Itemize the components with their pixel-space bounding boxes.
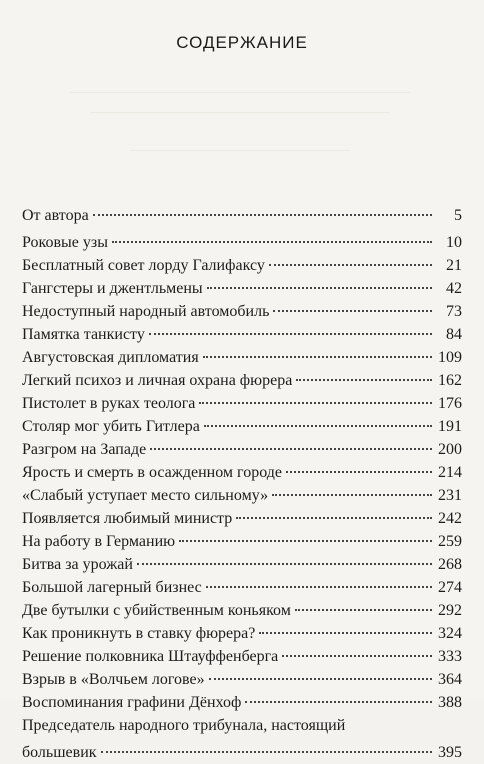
toc-entry-page: 191 [438,418,462,435]
toc-entry [22,507,462,530]
dot-leader [150,448,432,450]
show-through-text [90,112,390,113]
dot-leader [203,356,432,358]
toc-entry [22,254,462,277]
toc-entry-title: Большой лагерный бизнес [22,579,202,596]
toc-entry-title: Памятка танкисту [22,326,145,343]
toc-entry [22,691,462,714]
toc-entry-title: Как проникнуть в ставку фюрера? [22,625,256,642]
dot-leader [245,701,432,703]
toc-entry-title: Битва за урожай [22,556,133,573]
dot-leader [204,425,432,427]
dot-leader [272,494,432,496]
toc-entry-title: Ярость и смерть в осажденном городе [22,464,282,481]
dot-leader [295,609,432,611]
toc-entry [22,300,462,323]
dot-leader [259,632,432,634]
toc-entry-title: Решение полковника Штауффенберга [22,648,279,665]
toc-entry-title-line-two: большевик [22,744,97,761]
toc-entry [22,530,462,553]
toc-entry-page: 333 [438,648,462,665]
dot-leader [207,287,432,289]
toc-entry [22,438,462,461]
toc-entry-title: «Слабый уступает место сильному» [22,487,269,504]
table-of-contents [22,204,462,764]
toc-entry-page: 388 [438,694,462,711]
show-through-text [130,150,350,151]
toc-entry [22,231,462,254]
toc-entry-second-line [22,741,462,764]
toc-entry-page: 364 [438,671,462,688]
toc-entry-page: 73 [446,303,462,320]
toc-entry [22,369,462,392]
toc-entry-page: 109 [438,349,462,366]
dot-leader [286,471,432,473]
toc-entry-page: 10 [446,234,462,251]
toc-entry-page: 259 [438,533,462,550]
toc-entry-page: 274 [438,579,462,596]
dot-leader [149,333,432,335]
dot-leader [112,241,432,243]
toc-entry-title: Августовская дипломатия [22,349,199,366]
dot-leader [93,214,432,216]
toc-entry [22,714,462,764]
toc-entry [22,277,462,300]
toc-entry [22,323,462,346]
toc-entry-page: 268 [438,556,462,573]
toc-entry [22,645,462,668]
dot-leader [269,264,432,266]
toc-entry-title: Гангстеры и джентльмены [22,280,203,297]
show-through-text [70,92,410,93]
toc-entry [22,668,462,691]
dot-leader [199,402,432,404]
toc-entry-title: От автора [22,207,89,224]
toc-entry-page: 84 [446,326,462,343]
toc-entry-title: Столяр мог убить Гитлера [22,418,200,435]
toc-entry-page: 214 [438,464,462,481]
dot-leader [209,678,432,680]
toc-entry [22,461,462,484]
toc-entry-page: 242 [438,510,462,527]
toc-entry-title: Разгром на Западе [22,441,147,458]
toc-entry-title: Недоступный народный автомобиль [22,303,270,320]
toc-entry-page: 200 [438,441,462,458]
toc-entry-page: 395 [438,744,462,761]
toc-entry [22,204,462,227]
toc-entry-page: 5 [454,207,462,224]
toc-entry-title: Воспоминания графини Дёнхоф [22,694,242,711]
toc-entry-title: На работу в Германию [22,533,176,550]
dot-leader [273,310,432,312]
toc-entry-page: 162 [438,372,462,389]
toc-entry-title: Бесплатный совет лорду Галифаксу [22,257,265,274]
toc-entry [22,576,462,599]
toc-entry-page: 324 [438,625,462,642]
toc-entry-title: Роковые узы [22,234,108,251]
toc-entry-page: 176 [438,395,462,412]
toc-entry [22,415,462,438]
toc-entry-title: Две бутылки с убийственным коньяком [22,602,291,619]
toc-entry-title: Пистолет в руках теолога [22,395,196,412]
dot-leader [179,540,432,542]
toc-entry [22,484,462,507]
toc-entry-title: Взрыв в «Волчьем логове» [22,671,205,688]
toc-entry-page: 292 [438,602,462,619]
dot-leader [137,563,432,565]
toc-entry [22,622,462,645]
toc-entry [22,346,462,369]
toc-entry-page: 42 [446,280,462,297]
toc-entry [22,392,462,415]
toc-entry [22,553,462,576]
dot-leader [236,517,432,519]
dot-leader [282,655,432,657]
toc-entry [22,599,462,622]
page-title: СОДЕРЖАНИЕ [176,33,308,53]
dot-leader [101,751,432,753]
dot-leader [206,586,432,588]
toc-entry-title: Легкий психоз и личная охрана фюрера [22,372,293,389]
toc-entry-page: 21 [446,257,462,274]
toc-entry-title-line-one: Председатель народного трибунала, настоящий [22,717,346,734]
toc-entry-title: Появляется любимый министр [22,510,233,527]
toc-entry-page: 231 [438,487,462,504]
dot-leader [296,379,432,381]
